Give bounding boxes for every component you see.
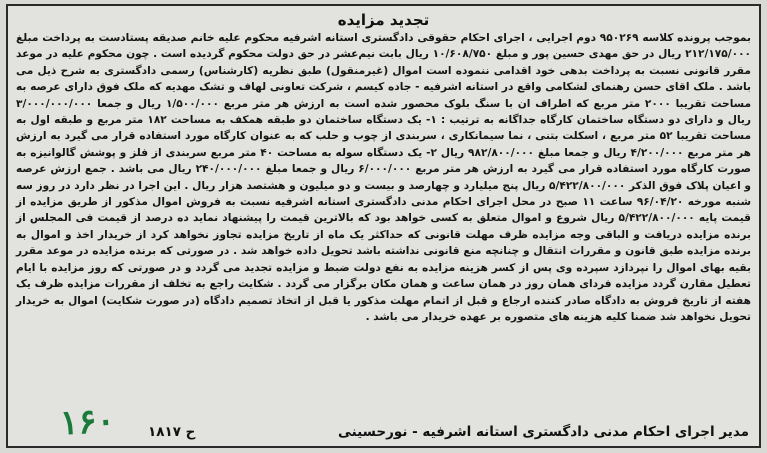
signature-line: مدیر اجرای احکام مدنی دادگستری استانه اشرفیه - نورحسینی xyxy=(337,424,749,440)
auction-notice xyxy=(6,4,761,448)
notice-body: بموجب پرونده کلاسه ۹۵۰۲۶۹ دوم اجرایی ، اجرای احکام حقوقی دادگستری استانه اشرفیه محکوم علیه خانم صدیقه پستادست به پرداخت مبلغ ۲۱۲/۱۷۵/۰۰۰ ریال در حق مهدی حسین پور و مبلغ ۱۰/۶۰۸/۷۵۰ ریال بابت نیم‌عشر در حق دولت محکوم گردیده است . چون محکوم علیه در موعد مقرر قانونی نسبت به پرداخت بدهی خود اقدامی ننموده است اموال (غیرمنقول) طبق نظریه (کارشناس) رسمی دادگستری به شرح ذیل می باشد . ملک اقای حسن رهنمای لشکامی واقع در استانه اشرفیه - جاده کیسم ، شرکت تعاونی لهاف و تشک مهدیه که ملک فوق دارای عرصه به مساحت تقریبا ۲۰۰۰ متر مربع که اطراف ان با سنگ بلوک محصور شده است به ارزش هر متر مربع ۱/۵۰۰/۰۰۰ ریال و جمعا ۳/۰۰۰/۰۰۰/۰۰۰ ریال و دارای دو دستگاه ساختمان کارگاه جداگانه به ترتیب : ۱- یک دستگاه ساختمان دو طبقه همکف به مساحت ۱۸۲ متر مربع و طبقه اول به مساحت تقریبا ۵۲ متر مربع ، اسکلت بتنی ، نما سیمانکاری ، سربندی از چوب و حلب که به عنوان کارگاه مورد استفاده قرار می گیرد به ارزش هر متر مربع ۴/۲۰۰/۰۰۰ ریال و جمعا مبلغ ۹۸۲/۸۰۰/۰۰۰ ریال ۲- یک دستگاه سوله به مساحت ۴۰ متر مربع سربندی از فلز و پوشش گالوانیزه به صورت کارگاه مورد استفاده قرار می گیرد به ارزش هر متر مربع ۶/۰۰۰/۰۰۰ ریال و جمعا مبلغ ۲۴۰/۰۰۰/۰۰۰ ریال می باشد . جمع ارزش عرصه و اعیان پلاک فوق الذکر ۵/۴۲۲/۸۰۰/۰۰۰ ریال پنج میلیارد و چهارصد و بیست و دو میلیون و هشتصد هزار ریال . این اجرا در نظر دارد در روز سه شنبه مورخه ۹۶/۰۴/۲۰ ساعت ۱۱ صبح در محل اجرای احکام مدنی دادگستری استانه اشرفیه نسبت به فروش اموال مذکور از طریق مزایده از قیمت پایه ۵/۴۲۲/۸۰۰/۰۰۰ ریال شروع و اموال متعلق به کسی خواهد بود که بالاترین قیمت را پیشنهاد نماید ده درصد از قیمت فی المجلس از برنده مزایده دریافت و الباقی وجه مزایده ظرف مهلت قانونی که حداکثر یک ماه از تاریخ مزایده تجاوز نخواهد کرد از خریدار اخذ و اموال به برنده مزایده طبق قانون و مقررات انتقال و چنانچه منع قانونی نداشته باشد تحویل داده خواهد شد . در صورتی که برنده مزایده در موعد مقرر بقیه بهای اموال را نپردازد سپرده وی پس از کسر هزینه مزایده به نفع دولت ضبط و مزایده تجدید می گردد و در صورتی که روز مزایده با ایام تعطیل مقارن گردد مزایده فردای همان روز در همان ساعت و همان مکان برگزار می گردد . شکایت راجع به تخلف از مقررات مزایده ظرف یک هفته از تاریخ فروش به دادگاه صادر کننده ارجاع و قبل از اتمام مهلت مذکور یا قبل از اتخاذ تصمیم دادگاه (در صورت شکایت) اموال به خریدار تحویل نخواهد شد ضمنا کلیه هزینه های متصوره بر عهده خریدار می باشد . xyxy=(16,32,752,323)
notice-title: تجدید مزایده xyxy=(337,11,430,29)
notice-footer xyxy=(8,402,759,442)
reference-number: ح ۱۸۱۷ xyxy=(148,424,196,440)
handwritten-number: ۱۶۰ xyxy=(58,400,116,444)
